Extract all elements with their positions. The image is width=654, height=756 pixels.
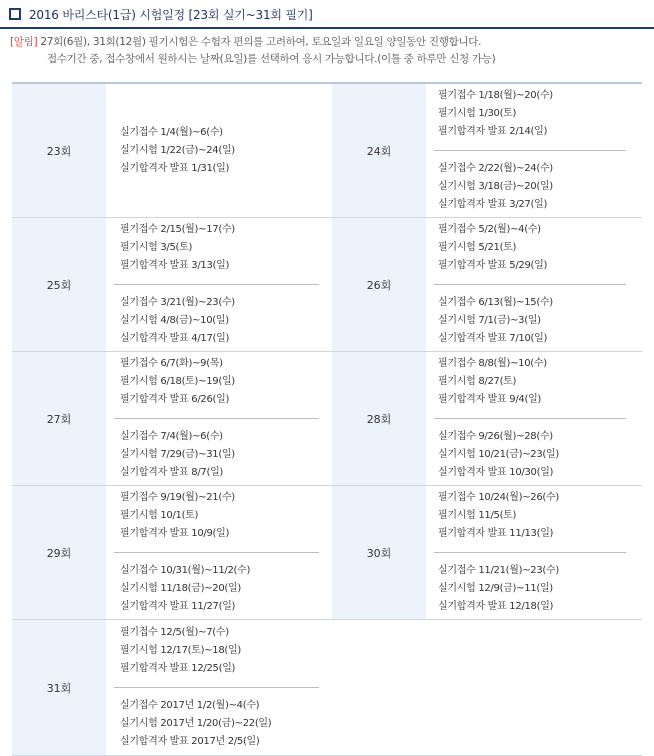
schedule-line: 필기합격자 발표 6/26(일) xyxy=(120,394,230,405)
schedule-group xyxy=(106,621,332,681)
schedule-line: 실기시험 7/1(금)~3(일) xyxy=(438,315,541,326)
group-separator xyxy=(434,418,626,419)
table-row xyxy=(12,218,642,352)
schedule-line: 실기접수 9/26(월)~28(수) xyxy=(438,431,553,442)
round-schedule xyxy=(426,83,642,218)
schedule-line: 실기합격자 발표 1/31(일) xyxy=(120,162,230,174)
schedule-line: 실기시험 7/29(금)~31(일) xyxy=(120,449,235,460)
schedule-group xyxy=(106,694,332,754)
schedule-group xyxy=(426,84,642,144)
group-separator xyxy=(114,418,319,419)
schedule-line: 실기합격자 발표 2017년 2/5(일) xyxy=(120,736,260,747)
schedule-line: 필기합격자 발표 11/13(일) xyxy=(438,528,554,539)
header-divider xyxy=(0,27,654,29)
round-label: 31회 xyxy=(12,620,106,756)
notice-line-1 xyxy=(10,34,495,51)
round-label: 24회 xyxy=(332,83,426,218)
schedule-line: 필기시험 12/17(토)~18(일) xyxy=(120,645,241,656)
round-schedule xyxy=(106,83,332,218)
schedule-line: 실기시험 1/22(금)~24(일) xyxy=(120,144,235,156)
schedule-line: 필기시험 10/1(토) xyxy=(120,510,199,521)
schedule-line: 필기시험 3/5(토) xyxy=(120,242,193,253)
round-schedule xyxy=(426,352,642,486)
schedule-line: 실기접수 7/4(월)~6(수) xyxy=(120,431,223,442)
schedule-line: 필기접수 10/24(월)~26(수) xyxy=(438,492,559,503)
schedule-line: 필기접수 2/15(월)~17(수) xyxy=(120,224,235,235)
schedule-line: 필기시험 11/5(토) xyxy=(438,510,517,521)
schedule-line: 필기합격자 발표 12/25(일) xyxy=(120,663,236,674)
schedule-line: 실기접수 10/31(월)~11/2(수) xyxy=(120,565,251,576)
table-row xyxy=(12,620,642,756)
schedule-line: 실기합격자 발표 10/30(일) xyxy=(438,467,554,478)
schedule-group xyxy=(426,157,642,217)
schedule-line: 실기접수 6/13(월)~15(수) xyxy=(438,297,553,308)
schedule-group xyxy=(106,291,332,351)
round-label: 30회 xyxy=(332,486,426,620)
round-schedule xyxy=(106,218,332,352)
schedule-line: 필기시험 8/27(토) xyxy=(438,376,517,387)
schedule-line: 실기합격자 발표 3/27(일) xyxy=(438,199,548,210)
schedule-group xyxy=(106,425,332,485)
page-title: 2016 바리스타(1급) 시험일정 [23회 실기~31회 필기] xyxy=(29,7,313,22)
schedule-line: 실기시험 4/8(금)~10(일) xyxy=(120,315,229,326)
round-label: 23회 xyxy=(12,83,106,218)
schedule-line: 실기시험 2017년 1/20(금)~22(일) xyxy=(120,718,272,729)
schedule-line: 실기접수 1/4(월)~6(수) xyxy=(120,126,223,138)
round-schedule xyxy=(106,620,332,756)
schedule-line: 필기접수 6/7(화)~9(목) xyxy=(120,358,223,369)
schedule-line: 필기합격자 발표 2/14(일) xyxy=(438,126,548,137)
schedule-line: 실기접수 2/22(월)~24(수) xyxy=(438,163,553,174)
schedule-group xyxy=(426,425,642,485)
schedule-line: 필기합격자 발표 9/4(일) xyxy=(438,394,542,405)
schedule-line: 실기합격자 발표 8/7(일) xyxy=(120,467,224,478)
table-row xyxy=(12,486,642,620)
page-header xyxy=(9,4,313,24)
group-separator xyxy=(434,552,626,553)
notice-text-2: 접수기간 중, 접수창에서 원하시는 날짜(요일)를 선택하여 응시 가능합니다.(이틀 중 하루만 신청 가능) xyxy=(47,53,496,65)
schedule-group xyxy=(106,121,332,181)
schedule-group xyxy=(106,559,332,619)
notice-text-1: 27회(6월), 31회(12월) 필기시험은 수험자 편의를 고려하여, 토요일과 일요일 양일동안 진행합니다. xyxy=(40,36,482,48)
schedule-line: 필기합격자 발표 3/13(일) xyxy=(120,260,230,271)
round-label: 27회 xyxy=(12,352,106,486)
empty-cell xyxy=(332,620,426,756)
group-separator xyxy=(434,150,626,151)
schedule-group xyxy=(426,291,642,351)
notice-tag: [알림] xyxy=(10,36,38,48)
group-separator xyxy=(114,552,319,553)
round-label: 28회 xyxy=(332,352,426,486)
schedule-group xyxy=(426,559,642,619)
group-separator xyxy=(434,284,626,285)
schedule-group xyxy=(426,218,642,278)
schedule-group xyxy=(106,486,332,546)
empty-cell xyxy=(426,620,642,756)
round-label: 29회 xyxy=(12,486,106,620)
round-schedule xyxy=(106,352,332,486)
round-schedule xyxy=(426,486,642,620)
notice-box xyxy=(10,34,495,68)
schedule-line: 실기시험 3/18(금)~20(일) xyxy=(438,181,553,192)
schedule-line: 필기접수 1/18(월)~20(수) xyxy=(438,90,553,101)
schedule-line: 실기접수 3/21(월)~23(수) xyxy=(120,297,235,308)
schedule-group xyxy=(106,218,332,278)
schedule-line: 실기시험 10/21(금)~23(일) xyxy=(438,449,559,460)
schedule-line: 실기합격자 발표 12/18(일) xyxy=(438,601,554,612)
schedule-group xyxy=(426,352,642,412)
schedule-line: 실기합격자 발표 11/27(일) xyxy=(120,601,236,612)
schedule-line: 실기합격자 발표 4/17(일) xyxy=(120,333,230,344)
schedule-line: 실기접수 2017년 1/2(월)~4(수) xyxy=(120,700,260,711)
schedule-line: 실기시험 12/9(금)~11(일) xyxy=(438,583,553,594)
schedule-line: 필기시험 5/21(토) xyxy=(438,242,517,253)
square-bullet-icon xyxy=(9,8,21,20)
round-label: 26회 xyxy=(332,218,426,352)
exam-schedule-table xyxy=(12,82,642,756)
round-label: 25회 xyxy=(12,218,106,352)
round-schedule xyxy=(106,486,332,620)
schedule-line: 필기접수 5/2(월)~4(수) xyxy=(438,224,541,235)
schedule-line: 실기합격자 발표 7/10(일) xyxy=(438,333,548,344)
group-separator xyxy=(114,687,319,688)
table-row xyxy=(12,352,642,486)
schedule-line: 필기접수 12/5(월)~7(수) xyxy=(120,627,229,638)
group-separator xyxy=(114,284,319,285)
round-schedule xyxy=(426,218,642,352)
schedule-line: 실기시험 11/18(금)~20(일) xyxy=(120,583,241,594)
schedule-line: 필기합격자 발표 10/9(일) xyxy=(120,528,230,539)
schedule-line: 실기접수 11/21(월)~23(수) xyxy=(438,565,559,576)
schedule-line: 필기시험 1/30(토) xyxy=(438,108,517,119)
schedule-line: 필기접수 9/19(월)~21(수) xyxy=(120,492,235,503)
table-row xyxy=(12,83,642,218)
schedule-group xyxy=(106,352,332,412)
schedule-group xyxy=(426,486,642,546)
schedule-line: 필기합격자 발표 5/29(일) xyxy=(438,260,548,271)
schedule-line: 필기접수 8/8(월)~10(수) xyxy=(438,358,547,369)
schedule-line: 필기시험 6/18(토)~19(일) xyxy=(120,376,235,387)
